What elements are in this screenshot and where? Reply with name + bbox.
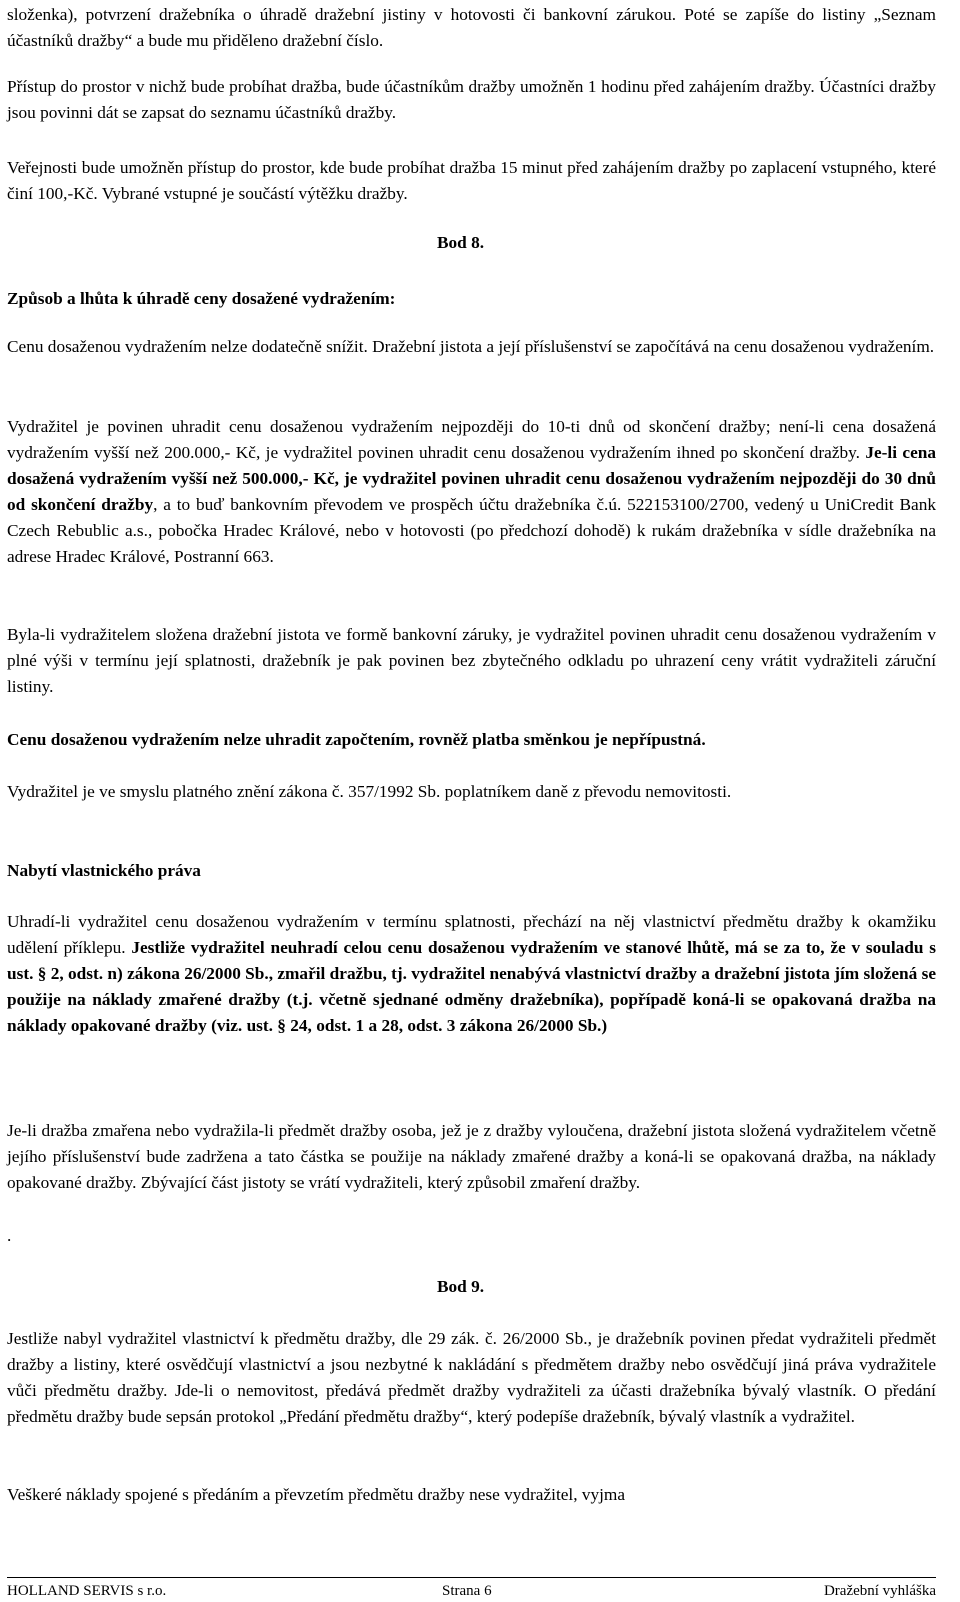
- paragraph-no-offset: Cenu dosaženou vydražením nelze uhradit započtením, rovněž platba směnkou je nepřípustná.: [7, 730, 706, 749]
- paragraph-handover: Jestliže nabyl vydražitel vlastnictví k předmětu dražby, dle 29 zák. č. 26/2000 Sb., je dražebník povinen předat vydražiteli předmět dražby a listiny, které osvědčují vlastnictví a jsou nezbytné k nakládání s předmětem dražby nebo osvědčují jiná práva vydražitele vůči předmětu dražby. Jde-li o nemovitost, předává předmět dražby vydražiteli za účasti dražebníka bývalý vlastník. O předání předmětu dražby bude sepsán protokol „Předání předmětu dražby“, který podepíše dražebník, bývalý vlastník a vydražitel.: [7, 1329, 936, 1426]
- section-title-bod-9: Bod 9.: [437, 1277, 485, 1296]
- paragraph-payment-deadline: [7, 414, 936, 570]
- payment-deadline-bold: Je-li cena dosažená vydražením vyšší než 500.000,- Kč, je vydražitel povinen uhradit cenu dosaženou vydražením nejpozději do 30 dnů od skončení dražby: [7, 443, 936, 514]
- payment-deadline-text: Vydražitel je povinen uhradit cenu dosaženou vydražením nejpozději do 10-ti dnů od skončení dražby; není-li cena dosažená vydražením vyšší než 200.000,- Kč, je vydražitel povinen uhradit cenu dosaženou vydražením ihned po skončení dražby.: [7, 417, 936, 462]
- page-footer: [7, 1577, 936, 1600]
- paragraph-tax: Vydražitel je ve smyslu platného znění zákona č. 357/1992 Sb. poplatníkem daně z převodu nemovitosti.: [7, 782, 732, 801]
- paragraph-access-participants: Přístup do prostor v nichž bude probíhat dražba, bude účastníkům dražby umožněn 1 hodinu před zahájením dražby. Účastníci dražby jsou povinni dát se zapsat do seznamu účastníků dražby.: [7, 77, 936, 122]
- paragraph-ownership-transfer: [7, 909, 936, 1039]
- paragraph-bank-guarantee: Byla-li vydražitelem složena dražební jistota ve formě bankovní záruky, je vydražitel povinen uhradit cenu dosaženou vydražením v plné výši v termínu její splatnosti, dražebník je pak povinen bez zbytečného odkladu po uhrazení ceny vrátit vydražiteli záruční listiny.: [7, 625, 936, 696]
- stray-dot: .: [7, 1226, 12, 1245]
- footer-company: HOLLAND SERVIS s r.o.: [7, 1583, 167, 1599]
- payment-deadline-account: , a to buď bankovním převodem ve prospěch účtu dražebníka č.ú. 522153100/2700, vedený u UniCredit Bank Czech Rebublic a.s., pobočka Hradec Králové, nebo v hotovosti (po předchozí dohodě) k rukám dražebníka v sídle dražebníka na adrese Hradec Králové, Postranní 663.: [7, 495, 936, 566]
- section-title-ownership: Nabytí vlastnického práva: [7, 861, 201, 880]
- ownership-transfer-text: Uhradí-li vydražitel cenu dosaženou vydražením v termínu splatnosti, přechází na něj vlastnictví předmětu dražby k okamžiku udělení příklepu.: [7, 912, 936, 957]
- footer-document-title: Dražební vyhláška: [823, 1583, 936, 1599]
- section-subtitle-payment: Způsob a lhůta k úhradě ceny dosažené vydražením:: [7, 289, 396, 308]
- paragraph-handover-costs: Veškeré náklady spojené s předáním a převzetím předmětu dražby nese vydražitel, vyjma: [7, 1485, 626, 1504]
- paragraph-price-no-reduction: Cenu dosaženou vydražením nelze dodatečně snížit. Dražební jistota a její příslušenství se započítává na cenu dosaženou vydražením.: [7, 337, 935, 356]
- ownership-transfer-bold: Jestliže vydražitel neuhradí celou cenu dosaženou vydražením ve stanové lhůtě, má se za to, že v souladu s ust. § 2, odst. n) zákona 26/2000 Sb., zmařil dražbu, tj. vydražitel nenabývá vlastnictví dražby a dražební jistota jím složená se použije na náklady zmařené dražby (t.j. včetně sjednané odměny dražebníka), popřípadě koná-li se opakovaná dražba na náklady opakované dražby (viz. ust. § 24, odst. 1 a 28, odst. 3 zákona 26/2000 Sb.): [7, 938, 936, 1035]
- footer-page-number: Strana 6: [442, 1583, 492, 1599]
- paragraph-registration: složenka), potvrzení dražebníka o úhradě dražební jistiny v hotovosti či bankovní zárukou. Poté se zapíše do listiny „Seznam účastníků dražby“ a bude mu přiděleno dražební číslo.: [7, 5, 936, 50]
- paragraph-frustrated-auction: Je-li dražba zmařena nebo vydražila-li předmět dražby osoba, jež je z dražby vyloučena, dražební jistota složená vydražitelem včetně jejího příslušenství bude zadržena a tato částka se použije na náklady zmařené dražby a koná-li se opakovaná dražba, na náklady opakované dražby. Zbývající část jistoty se vrátí vydražiteli, který způsobil zmaření dražby.: [7, 1121, 936, 1192]
- section-title-bod-8: Bod 8.: [437, 233, 485, 252]
- paragraph-access-public: Veřejnosti bude umožněn přístup do prostor, kde bude probíhat dražba 15 minut před zahájením dražby po zaplacení vstupného, které činí 100,-Kč. Vybrané vstupné je součástí výtěžku dražby.: [7, 158, 936, 203]
